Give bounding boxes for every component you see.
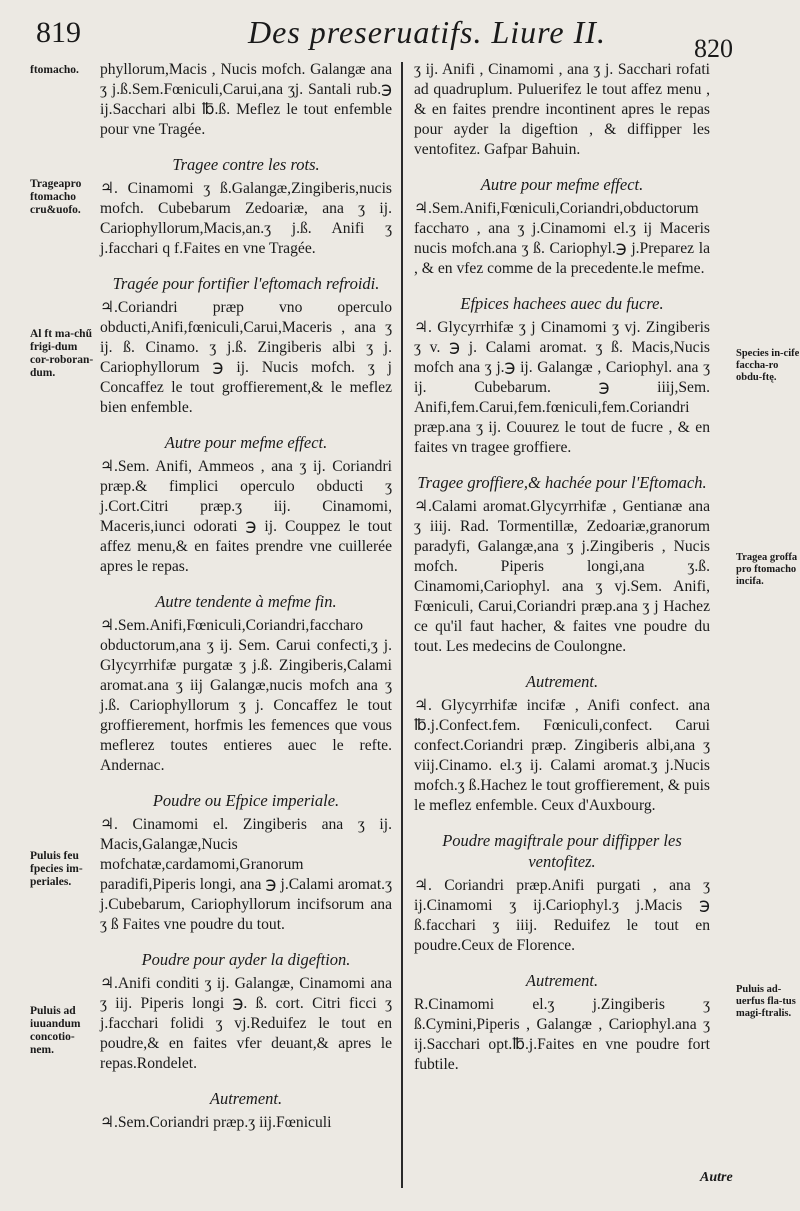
margin-note-stomacho: ftomacho.	[30, 64, 79, 76]
paragraph: ♃.Calami aromat.Glycyrrhifæ , Gentianæ ana ʒ iiij. Rad. Tormentillæ, Zedoariæ,granorum paradyfi, Galangæ,ana ʒ j.Zingiberis , Nucis mofch. Piperis longi,ana ʒ.ß. Cinamomi,Cariophyl. ana ʒ vj.Sem. Anifi, Fœniculi, Carui,Coriandri præp.ana ʒ j Hachez ce qu'il faut hacher, & faites vne poudre du tout. Les medecins de Coulongne.	[414, 498, 710, 655]
section-heading: Autre pour mefme effect.	[480, 175, 644, 194]
margin-note-species-incise: Species in-cife faccha-ro obdu-ftę.	[736, 348, 800, 383]
section-heading: Tragee groffiere,& hachée pour l'Eftomach.	[417, 473, 707, 492]
column-divider	[401, 62, 403, 1188]
section-heading: Autrement.	[209, 1089, 283, 1108]
left-column	[100, 60, 392, 1133]
section-heading: Autrement.	[525, 672, 599, 691]
margin-note-puluis-aduersus: Puluis ad-uerfus fla-tus magi-ftralis.	[736, 984, 796, 1019]
margin-note-al-stomachum: Al ft ma-chű frigi-dum cor-roboran-dum.	[30, 328, 94, 379]
section-heading: Tragee contre les rots.	[172, 155, 320, 174]
catchword: Autre	[700, 1170, 733, 1185]
paragraph: ♃.Anifi conditi ʒ ij. Galangæ, Cinamomi ana ʒ iij. Piperis longi ℈. ß. cort. Citri ficci ʒ j.facchari folidi ʒ vj.Reduifez le tout en poudre,& en faites vfer deuant,& apres le repas.Rondelet.	[100, 975, 392, 1072]
margin-note-puluis-iuuandum: Puluis ad iuuandum concotio-nem.	[30, 1005, 81, 1056]
margin-note-tragea-grossa: Tragea groffa pro ftomacho incifa.	[736, 552, 798, 587]
section-heading: Efpices hachees auec du fucre.	[460, 294, 664, 313]
paragraph: R.Cinamomi el.ʒ j.Zingiberis ʒ ß.Cymini,Piperis , Galangæ , Cariophyl.ana ʒ ij.Sacchari opt.℔.j.Faites en vne poudre fort fubtile.	[414, 996, 710, 1073]
paragraph: ♃. Cinamomi ʒ ß.Galangæ,Zingiberis,nucis mofch. Cubebarum Zedoariæ, ana ʒ ij. Cariophyllorum,Macis,an.ʒ j.ß. Anifi ʒ j.facchari q f.Faites en vne Tragée.	[100, 180, 392, 257]
paragraph: ♃. Cinamomi el. Zingiberis ana ʒ ij. Macis,Galangæ,Nucis mofchatæ,cardamomi,Granorum paradifi,Piperis longi, ana ℈ j.Calami aromat.ʒ j.Cubebarum, Cariophyllorum incifsorum ana ʒ ß Faites vne poudre du tout.	[100, 816, 392, 933]
section-heading: Poudre pour ayder la digeftion.	[141, 950, 351, 969]
page-header	[0, 10, 800, 63]
margin-note-trageapro: Trageapro ftomacho cru&uofo.	[30, 178, 82, 216]
margin-note-puluis-imperiales: Puluis feu fpecies im-periales.	[30, 850, 83, 888]
paragraph: ♃.Sem.Anifi,Fœniculi,Coriandri,faccharo obductorum,ana ʒ ij. Sem. Carui confecti,ʒ j. Glycyrrhifæ purgatæ ʒ j.ß. Zingiberis,Calami aromat.ana ʒ iij Galangæ,nucis mofch ana ʒ j.ß. Cariophyllorum ʒ j. Concaffez le tout groffierement, horfmis les femences que vous meflerez toutes entieres auec le refte. Andernac.	[100, 617, 392, 774]
page-number-left: 819	[36, 16, 81, 49]
paragraph: ♃.Sem.Anifi,Fœniculi,Coriandri,obductorum facchaто , ana ʒ j.Cinamomi el.ʒ ij Maceris nucis mofch.ana ʒ ß. Cariophyl.℈ j.Preparez la , & en vfez comme de la precedente.le mefme.	[414, 200, 710, 277]
paragraph: ♃. Glycyrrhifæ incifæ , Anifi confect. ana ℔.j.Confect.fem. Fœniculi,confect. Carui confect.Coriandri præp. Zingiberis albi,ana ʒ viij.Cinamo. el.ʒ ij. Calami aromat.ʒ j.Nucis mofch.ʒ ß.Hachez le tout groffierement, & puis le meflez enfemble. Ceux d'Auxbourg.	[414, 697, 710, 814]
paragraph: ♃.Coriandri præp vno operculo obducti,Anifi,fœniculi,Carui,Maceris , ana ʒ ij. ß. Cinamo. ʒ j.ß. Zingiberis albi ʒ j. Cariophyllorum ℈ ij. Nucis mofch. ʒ j Concaffez le tout groffierement,& le meflez bien enfemble.	[100, 299, 392, 416]
running-title: Des preseruatifs. Liure II.	[248, 14, 606, 50]
paragraph: ʒ ij. Anifi , Cinamomi , ana ʒ j. Sacchari rofati ad quadruplum. Puluerifez le tout affez menu , & en faites prendre incontinent apres le repas pour ayder la digeftion , & diffipper les ventofitez. Gafpar Bahuin.	[414, 61, 710, 158]
right-column	[414, 60, 710, 1075]
paragraph: ♃.Sem.Coriandri præp.ʒ iij.Fœniculi	[100, 1114, 332, 1131]
paragraph: ♃. Coriandri præp.Anifi purgati , ana ʒ ij.Cinamomi ʒ ij.Cariophyl.ʒ j.Macis ℈ ß.facchari ʒ iiij. Reduifez le tout en poudre.Ceux de Florence.	[414, 877, 710, 954]
paragraph: ♃. Glycyrrhifæ ʒ j Cinamomi ʒ vj. Zingiberis ʒ v. ℈ j. Calami aromat. ʒ ß. Macis,Nucis mofch ana ʒ j.℈ ij. Galangæ , Cariophyl. ana ʒ ij. Cubebarum. ℈ iiij,Sem. Anifi,fem.Carui,fem.fœniculi,fem.Coriandri præp.ana ʒ ij. Couurez le tout de fucre , & en faites vn tragee groffiere.	[414, 319, 710, 456]
paragraph: ♃.Sem. Anifi, Ammeos , ana ʒ ij. Coriandri præp.& fimplici operculo obducti ʒ j.Cort.Citri præp.ʒ iij. Cinamomi, Maceris,iunci odorati ℈ ij. Couppez le tout affez menu,& en faites prendre vne cuillerée apres le repas.	[100, 458, 392, 575]
section-heading: Poudre ou Efpice imperiale.	[152, 791, 340, 810]
section-heading: Tragée pour fortifier l'eftomach refroidi.	[112, 274, 380, 293]
section-heading: Autrement.	[525, 971, 599, 990]
section-heading: Autre tendente à mefme fin.	[155, 592, 337, 611]
section-heading: Autre pour mefme effect.	[164, 433, 328, 452]
paragraph: phyllorum,Macis , Nucis mofch. Galangæ ana ʒ j.ß.Sem.Fœniculi,Carui,ana ʒj. Santali rub.℈ ij.Sacchari albi ℔.ß. Meflez le tout enfemble pour vne Tragée.	[100, 61, 392, 138]
page-number-right: 820	[694, 34, 733, 63]
section-heading: Poudre magiftrale pour diffipper les ventofitez.	[442, 831, 682, 871]
